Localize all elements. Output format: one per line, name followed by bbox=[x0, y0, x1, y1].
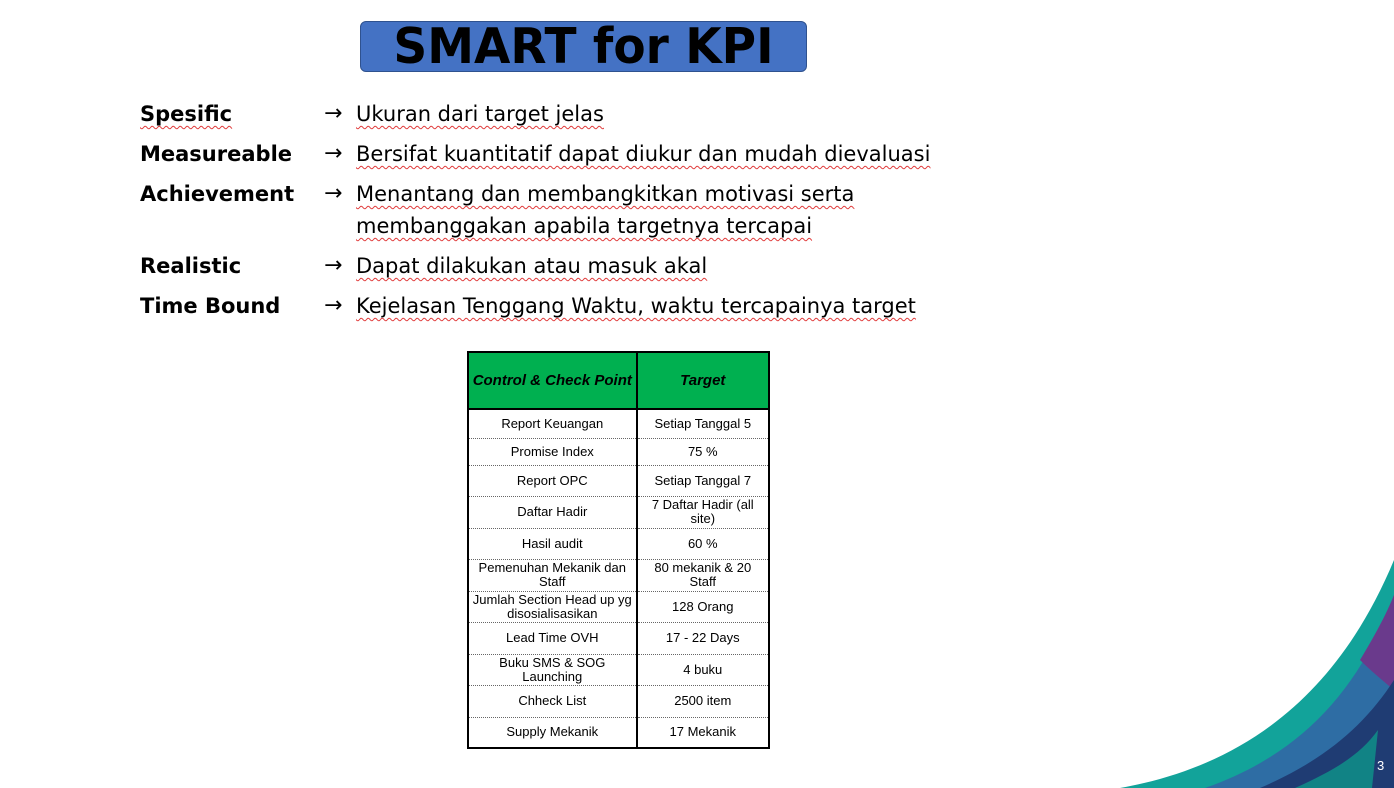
cell-target: 17 - 22 Days bbox=[637, 622, 769, 654]
cell-control: Supply Mekanik bbox=[468, 717, 637, 748]
smart-description: Kejelasan Tenggang Waktu, waktu tercapainya target bbox=[356, 294, 916, 318]
cell-target: 7 Daftar Hadir (all site) bbox=[637, 496, 769, 528]
cell-target: Setiap Tanggal 7 bbox=[637, 465, 769, 496]
smart-description: Ukuran dari target jelas bbox=[356, 102, 604, 126]
cell-target: 75 % bbox=[637, 438, 769, 465]
cell-target: 2500 item bbox=[637, 685, 769, 717]
cell-control: Report OPC bbox=[468, 465, 637, 496]
cell-control: Promise Index bbox=[468, 438, 637, 465]
arrow-right-icon: → bbox=[324, 141, 343, 166]
kpi-table bbox=[467, 351, 770, 749]
cell-target: 128 Orang bbox=[637, 591, 769, 622]
column-header-target: Target bbox=[637, 352, 769, 409]
table-header-row bbox=[468, 352, 769, 409]
table-row bbox=[468, 409, 769, 438]
cell-control: Jumlah Section Head up yg disosialisasikan bbox=[468, 591, 637, 622]
corner-decoration bbox=[1110, 540, 1394, 788]
cell-control: Buku SMS & SOG Launching bbox=[468, 654, 637, 685]
arrow-right-icon: → bbox=[324, 101, 343, 126]
smart-description: membanggakan apabila targetnya tercapai bbox=[356, 214, 813, 238]
table-row bbox=[468, 591, 769, 622]
table-row bbox=[468, 717, 769, 748]
cell-control: Report Keuangan bbox=[468, 409, 637, 438]
smart-description: Dapat dilakukan atau masuk akal bbox=[356, 254, 708, 278]
arrow-right-icon: → bbox=[324, 253, 343, 278]
table-row bbox=[468, 528, 769, 559]
cell-target: Setiap Tanggal 5 bbox=[637, 409, 769, 438]
cell-target: 17 Mekanik bbox=[637, 717, 769, 748]
page-number: 3 bbox=[1377, 758, 1385, 773]
table-row bbox=[468, 559, 769, 591]
smart-term: Measureable bbox=[140, 142, 293, 166]
column-header-control: Control & Check Point bbox=[468, 352, 637, 409]
smart-term: Realistic bbox=[140, 254, 242, 278]
table-row bbox=[468, 496, 769, 528]
cell-control: Hasil audit bbox=[468, 528, 637, 559]
table-row bbox=[468, 465, 769, 496]
smart-description: Bersifat kuantitatif dapat diukur dan mudah dievaluasi bbox=[356, 142, 931, 166]
cell-control: Pemenuhan Mekanik dan Staff bbox=[468, 559, 637, 591]
cell-control: Chheck List bbox=[468, 685, 637, 717]
table-row bbox=[468, 622, 769, 654]
cell-control: Lead Time OVH bbox=[468, 622, 637, 654]
smart-term: Time Bound bbox=[140, 294, 281, 318]
smart-description: Menantang dan membangkitkan motivasi serta bbox=[356, 182, 855, 206]
table-row bbox=[468, 685, 769, 717]
table-row bbox=[468, 654, 769, 685]
smart-term: Achievement bbox=[140, 182, 295, 206]
cell-target: 60 % bbox=[637, 528, 769, 559]
smart-term: Spesific bbox=[140, 102, 233, 126]
cell-control: Daftar Hadir bbox=[468, 496, 637, 528]
table-row bbox=[468, 438, 769, 465]
arrow-right-icon: → bbox=[324, 293, 343, 318]
arrow-right-icon: → bbox=[324, 181, 343, 206]
title-banner bbox=[360, 17, 807, 76]
slide-title: SMART for KPI bbox=[393, 17, 774, 76]
cell-target: 80 mekanik & 20 Staff bbox=[637, 559, 769, 591]
cell-target: 4 buku bbox=[637, 654, 769, 685]
